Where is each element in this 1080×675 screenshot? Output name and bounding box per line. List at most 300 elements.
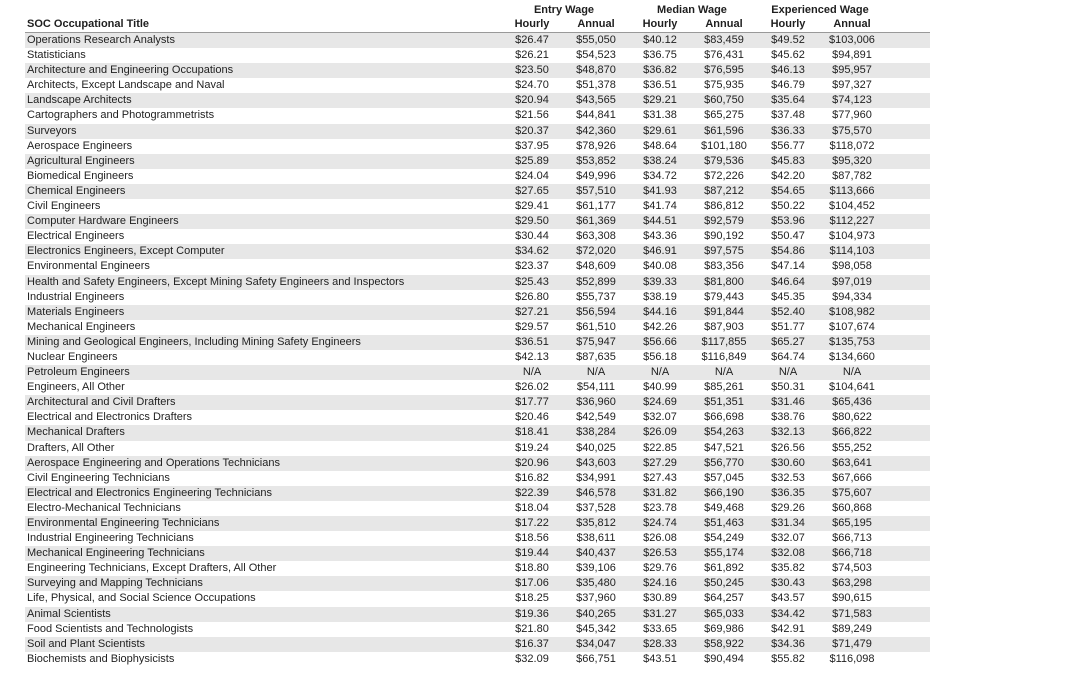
row-value: $24.70 bbox=[515, 79, 549, 92]
row-value: $53.96 bbox=[771, 215, 805, 228]
row-value: $32.07 bbox=[771, 532, 805, 545]
row-value: $95,320 bbox=[832, 154, 872, 167]
row-value: $29.41 bbox=[515, 200, 549, 213]
row-value: $40.12 bbox=[643, 34, 677, 46]
column-header-experienced-annual: Annual bbox=[833, 18, 871, 30]
occupational-wage-table bbox=[25, 3, 930, 667]
row-title: Petroleum Engineers bbox=[27, 366, 130, 379]
row-tail-spacer bbox=[884, 124, 930, 139]
row-value: $61,510 bbox=[576, 320, 616, 333]
row-value: $18.04 bbox=[515, 501, 549, 514]
table-row bbox=[25, 365, 930, 380]
row-value: $28.33 bbox=[643, 637, 677, 650]
row-value: $34.62 bbox=[515, 245, 549, 258]
row-value: $42.20 bbox=[771, 169, 805, 182]
row-title: Electro-Mechanical Technicians bbox=[27, 501, 181, 514]
row-tail-spacer bbox=[884, 516, 930, 531]
row-value: $55,174 bbox=[704, 547, 744, 560]
row-value: $54,249 bbox=[704, 532, 744, 545]
row-value: $38.24 bbox=[643, 154, 677, 167]
table-row bbox=[25, 425, 930, 440]
row-tail-spacer bbox=[884, 410, 930, 425]
row-value: $43.36 bbox=[643, 230, 677, 243]
row-value: $66,698 bbox=[704, 411, 744, 424]
table-row bbox=[25, 320, 930, 335]
table-row bbox=[25, 486, 930, 501]
row-value: $40,265 bbox=[576, 607, 616, 620]
table-row bbox=[25, 244, 930, 259]
row-value: $90,192 bbox=[704, 230, 744, 243]
row-value: $44,841 bbox=[576, 109, 616, 122]
row-tail-spacer bbox=[884, 652, 930, 667]
row-value: $41.74 bbox=[643, 200, 677, 213]
row-value: $37.95 bbox=[515, 139, 549, 152]
row-value: $20.96 bbox=[515, 456, 549, 469]
row-value: $42.13 bbox=[515, 350, 549, 363]
table-row bbox=[25, 139, 930, 154]
row-value: $51,378 bbox=[576, 79, 616, 92]
row-tail-spacer bbox=[884, 199, 930, 214]
table-row bbox=[25, 199, 930, 214]
row-value: $26.02 bbox=[515, 381, 549, 394]
row-value: $46,578 bbox=[576, 486, 616, 499]
row-value: $34,991 bbox=[576, 471, 616, 484]
row-value: $60,750 bbox=[704, 94, 744, 107]
row-value: $116,849 bbox=[701, 350, 747, 363]
row-value: $20.37 bbox=[515, 124, 549, 137]
row-value: $47.14 bbox=[771, 260, 805, 273]
row-value: $52,899 bbox=[576, 275, 616, 288]
table-row bbox=[25, 124, 930, 139]
row-value: $117,855 bbox=[701, 335, 747, 348]
row-value: $94,891 bbox=[832, 49, 872, 62]
row-value: $49.52 bbox=[771, 34, 805, 46]
row-tail-spacer bbox=[884, 546, 930, 561]
row-value: $18.41 bbox=[515, 426, 549, 439]
row-title: Operations Research Analysts bbox=[27, 34, 175, 46]
row-tail-spacer bbox=[884, 456, 930, 471]
row-value: $27.43 bbox=[643, 471, 677, 484]
row-value: $55,737 bbox=[576, 290, 616, 303]
row-value: $91,844 bbox=[704, 305, 744, 318]
row-tail-spacer bbox=[884, 169, 930, 184]
row-title: Architecture and Engineering Occupations bbox=[27, 64, 234, 77]
table-row bbox=[25, 410, 930, 425]
row-value: $26.09 bbox=[643, 426, 677, 439]
row-value: $16.37 bbox=[515, 637, 549, 650]
row-value: $46.13 bbox=[771, 64, 805, 77]
row-value: $104,452 bbox=[829, 200, 875, 213]
row-tail-spacer bbox=[884, 33, 930, 48]
group-header-entry-wage: Entry Wage bbox=[533, 4, 595, 16]
row-tail-spacer bbox=[884, 380, 930, 395]
row-value: $74,503 bbox=[832, 562, 872, 575]
row-value: $97,327 bbox=[832, 79, 872, 92]
row-value: $135,753 bbox=[829, 335, 875, 348]
row-value: $65,195 bbox=[832, 517, 872, 529]
row-value: $34,047 bbox=[576, 637, 616, 650]
row-value: $19.36 bbox=[515, 607, 549, 620]
row-tail-spacer bbox=[884, 78, 930, 93]
row-title: Health and Safety Engineers, Except Mining Safety Engineers and Inspectors bbox=[27, 275, 405, 288]
row-tail-spacer bbox=[884, 637, 930, 652]
row-value: $36.75 bbox=[643, 49, 677, 62]
row-title: Environmental Engineers bbox=[27, 260, 150, 273]
row-value: $52.40 bbox=[771, 305, 805, 318]
row-value: $29.76 bbox=[643, 562, 677, 575]
row-value: $45.62 bbox=[771, 49, 805, 62]
row-value: $23.78 bbox=[643, 501, 677, 514]
row-value: $30.89 bbox=[643, 592, 677, 605]
row-value: $35,812 bbox=[576, 517, 616, 529]
row-value: $57,045 bbox=[704, 471, 744, 484]
row-value: $45.35 bbox=[771, 290, 805, 303]
row-tail-spacer bbox=[884, 305, 930, 320]
table-body bbox=[25, 33, 930, 667]
row-value: $37,960 bbox=[576, 592, 616, 605]
table-row bbox=[25, 108, 930, 123]
table-row bbox=[25, 93, 930, 108]
column-header-tail-spacer bbox=[884, 18, 930, 32]
row-value: $116,098 bbox=[829, 652, 875, 665]
row-value: $19.44 bbox=[515, 547, 549, 560]
table-row bbox=[25, 516, 930, 531]
row-tail-spacer bbox=[884, 531, 930, 546]
row-title: Architects, Except Landscape and Naval bbox=[27, 79, 225, 92]
row-value: $29.21 bbox=[643, 94, 677, 107]
row-value: $65,436 bbox=[832, 396, 872, 409]
row-value: $72,226 bbox=[704, 169, 744, 182]
row-value: $30.44 bbox=[515, 230, 549, 243]
table-row bbox=[25, 546, 930, 561]
row-value: $27.21 bbox=[515, 305, 549, 318]
row-value: $87,212 bbox=[704, 184, 744, 197]
row-value: $43.57 bbox=[771, 592, 805, 605]
row-value: $39,106 bbox=[576, 562, 616, 575]
row-value: $48,870 bbox=[576, 64, 616, 77]
row-value: $61,596 bbox=[704, 124, 744, 137]
group-header-median-wage: Median Wage bbox=[657, 4, 727, 16]
row-value: $17.77 bbox=[515, 396, 549, 409]
row-value: $113,666 bbox=[829, 184, 875, 197]
table-row bbox=[25, 335, 930, 350]
row-value: $57,510 bbox=[576, 184, 616, 197]
row-value: $31.27 bbox=[643, 607, 677, 620]
row-value: $24.74 bbox=[643, 517, 677, 529]
table-row bbox=[25, 169, 930, 184]
row-value: $36.35 bbox=[771, 486, 805, 499]
table-row bbox=[25, 305, 930, 320]
row-value: $32.53 bbox=[771, 471, 805, 484]
row-value: $79,443 bbox=[704, 290, 744, 303]
row-tail-spacer bbox=[884, 290, 930, 305]
row-tail-spacer bbox=[884, 607, 930, 622]
row-value: $20.46 bbox=[515, 411, 549, 424]
row-value: $26.47 bbox=[515, 34, 549, 46]
row-value: $23.37 bbox=[515, 260, 549, 273]
row-value: $21.80 bbox=[515, 622, 549, 635]
row-value: $66,713 bbox=[832, 532, 872, 545]
row-value: $76,595 bbox=[704, 64, 744, 77]
row-value: $24.16 bbox=[643, 577, 677, 590]
row-value: $29.57 bbox=[515, 320, 549, 333]
row-value: $95,957 bbox=[832, 64, 872, 77]
row-value: $18.56 bbox=[515, 532, 549, 545]
row-value: $49,468 bbox=[704, 501, 744, 514]
row-value: $66,822 bbox=[832, 426, 872, 439]
row-value: $24.04 bbox=[515, 169, 549, 182]
row-value: N/A bbox=[650, 366, 670, 379]
table-row bbox=[25, 290, 930, 305]
row-value: $18.25 bbox=[515, 592, 549, 605]
row-value: $51,463 bbox=[704, 517, 744, 529]
row-value: $45.83 bbox=[771, 154, 805, 167]
row-value: $35.82 bbox=[771, 562, 805, 575]
row-value: $54,263 bbox=[704, 426, 744, 439]
row-value: $44.16 bbox=[643, 305, 677, 318]
table-row bbox=[25, 214, 930, 229]
row-value: $24.69 bbox=[643, 396, 677, 409]
row-value: $118,072 bbox=[829, 139, 875, 152]
row-title: Surveying and Mapping Technicians bbox=[27, 577, 203, 590]
row-value: $50.22 bbox=[771, 200, 805, 213]
row-value: $38.76 bbox=[771, 411, 805, 424]
row-tail-spacer bbox=[884, 486, 930, 501]
row-value: $90,494 bbox=[704, 652, 744, 665]
row-tail-spacer bbox=[884, 395, 930, 410]
row-title: Biomedical Engineers bbox=[27, 169, 134, 182]
row-value: $25.89 bbox=[515, 154, 549, 167]
row-value: $75,570 bbox=[832, 124, 872, 137]
table-row bbox=[25, 531, 930, 546]
row-title: Agricultural Engineers bbox=[27, 154, 135, 167]
table-row bbox=[25, 259, 930, 274]
row-value: $25.43 bbox=[515, 275, 549, 288]
table-row bbox=[25, 471, 930, 486]
row-tail-spacer bbox=[884, 425, 930, 440]
row-value: $75,607 bbox=[832, 486, 872, 499]
row-value: $43,565 bbox=[576, 94, 616, 107]
row-title: Materials Engineers bbox=[27, 305, 125, 318]
row-value: $29.50 bbox=[515, 215, 549, 228]
row-value: $64,257 bbox=[704, 592, 744, 605]
row-value: $43.51 bbox=[643, 652, 677, 665]
row-value: $32.08 bbox=[771, 547, 805, 560]
row-value: $46.91 bbox=[643, 245, 677, 258]
row-title: Drafters, All Other bbox=[27, 441, 115, 454]
row-tail-spacer bbox=[884, 93, 930, 108]
row-value: $86,812 bbox=[704, 200, 744, 213]
row-value: N/A bbox=[714, 366, 734, 379]
row-value: $74,123 bbox=[832, 94, 872, 107]
row-value: $94,334 bbox=[832, 290, 872, 303]
row-value: $56.66 bbox=[643, 335, 677, 348]
row-title: Electrical and Electronics Engineering Technicians bbox=[27, 486, 272, 499]
group-header-tail-spacer bbox=[884, 3, 930, 18]
group-header-experienced-wage: Experienced Wage bbox=[771, 4, 869, 16]
row-value: $40.99 bbox=[643, 381, 677, 394]
row-value: $30.60 bbox=[771, 456, 805, 469]
row-value: $26.08 bbox=[643, 532, 677, 545]
row-value: $83,356 bbox=[704, 260, 744, 273]
row-value: $27.29 bbox=[643, 456, 677, 469]
row-value: $40,437 bbox=[576, 547, 616, 560]
row-tail-spacer bbox=[884, 48, 930, 63]
row-value: $54.86 bbox=[771, 245, 805, 258]
table-row bbox=[25, 652, 930, 667]
row-tail-spacer bbox=[884, 320, 930, 335]
row-value: $23.50 bbox=[515, 64, 549, 77]
row-value: $42,360 bbox=[576, 124, 616, 137]
row-value: $63,298 bbox=[832, 577, 872, 590]
row-value: $50.47 bbox=[771, 230, 805, 243]
row-value: $63,308 bbox=[576, 230, 616, 243]
row-value: $43,603 bbox=[576, 456, 616, 469]
row-value: $45,342 bbox=[576, 622, 616, 635]
table-row bbox=[25, 48, 930, 63]
row-value: $16.82 bbox=[515, 471, 549, 484]
row-value: $56,770 bbox=[704, 456, 744, 469]
table-row bbox=[25, 184, 930, 199]
row-title: Electrical and Electronics Drafters bbox=[27, 411, 193, 424]
row-title: Surveyors bbox=[27, 124, 77, 137]
row-value: $79,536 bbox=[704, 154, 744, 167]
row-value: $65,275 bbox=[704, 109, 744, 122]
table-row bbox=[25, 576, 930, 591]
row-value: $31.82 bbox=[643, 486, 677, 499]
table-row bbox=[25, 395, 930, 410]
row-value: $75,935 bbox=[704, 79, 744, 92]
row-title: Architectural and Civil Drafters bbox=[27, 396, 176, 409]
row-value: $36.51 bbox=[515, 335, 549, 348]
row-value: $35.64 bbox=[771, 94, 805, 107]
row-value: $39.33 bbox=[643, 275, 677, 288]
row-value: $42,549 bbox=[576, 411, 616, 424]
row-tail-spacer bbox=[884, 63, 930, 78]
row-value: $112,227 bbox=[829, 215, 875, 228]
row-tail-spacer bbox=[884, 350, 930, 365]
row-value: $37,528 bbox=[576, 501, 616, 514]
row-value: $42.91 bbox=[771, 622, 805, 635]
row-tail-spacer bbox=[884, 139, 930, 154]
row-value: $34.42 bbox=[771, 607, 805, 620]
row-tail-spacer bbox=[884, 622, 930, 637]
row-value: $42.26 bbox=[643, 320, 677, 333]
row-title: Aerospace Engineers bbox=[27, 139, 133, 152]
row-tail-spacer bbox=[884, 365, 930, 380]
row-value: $29.26 bbox=[771, 501, 805, 514]
row-value: $61,177 bbox=[576, 200, 616, 213]
row-value: $29.61 bbox=[643, 124, 677, 137]
row-value: $18.80 bbox=[515, 562, 549, 575]
row-tail-spacer bbox=[884, 441, 930, 456]
row-value: $69,986 bbox=[704, 622, 744, 635]
row-value: $65,033 bbox=[704, 607, 744, 620]
row-value: $38,611 bbox=[576, 532, 616, 545]
row-title: Animal Scientists bbox=[27, 607, 111, 620]
row-value: $19.24 bbox=[515, 441, 549, 454]
row-value: $101,180 bbox=[701, 139, 747, 152]
row-value: $33.65 bbox=[643, 622, 677, 635]
group-header-row bbox=[25, 3, 930, 18]
column-header-median-hourly: Hourly bbox=[642, 18, 678, 30]
row-value: $107,674 bbox=[829, 320, 875, 333]
row-title: Mechanical Drafters bbox=[27, 426, 125, 439]
row-value: $51.77 bbox=[771, 320, 805, 333]
row-title: Electronics Engineers, Except Computer bbox=[27, 245, 225, 258]
row-value: $90,615 bbox=[832, 592, 872, 605]
row-value: $97,575 bbox=[704, 245, 744, 258]
row-value: $108,982 bbox=[829, 305, 875, 318]
row-value: $38,284 bbox=[576, 426, 616, 439]
row-value: $50,245 bbox=[704, 577, 744, 590]
row-value: $48,609 bbox=[576, 260, 616, 273]
row-value: $98,058 bbox=[832, 260, 872, 273]
row-value: $31.34 bbox=[771, 517, 805, 529]
row-value: $55.82 bbox=[771, 652, 805, 665]
row-value: N/A bbox=[586, 366, 606, 379]
table-row bbox=[25, 441, 930, 456]
row-value: $30.43 bbox=[771, 577, 805, 590]
row-value: $51,351 bbox=[704, 396, 744, 409]
row-tail-spacer bbox=[884, 108, 930, 123]
row-title: Chemical Engineers bbox=[27, 184, 126, 197]
column-header-row bbox=[25, 18, 930, 33]
row-tail-spacer bbox=[884, 501, 930, 516]
row-value: $54,111 bbox=[576, 381, 616, 394]
row-value: $60,868 bbox=[832, 501, 872, 514]
row-tail-spacer bbox=[884, 576, 930, 591]
row-title: Food Scientists and Technologists bbox=[27, 622, 194, 635]
row-value: $49,996 bbox=[576, 169, 616, 182]
row-value: $66,190 bbox=[704, 486, 744, 499]
row-value: $92,579 bbox=[704, 215, 744, 228]
row-value: N/A bbox=[522, 366, 542, 379]
group-header-spacer bbox=[25, 3, 500, 18]
row-value: $78,926 bbox=[576, 139, 616, 152]
row-value: $85,261 bbox=[704, 381, 744, 394]
row-value: $46.79 bbox=[771, 79, 805, 92]
row-title: Engineering Technicians, Except Drafters, All Other bbox=[27, 562, 277, 575]
row-title: Engineers, All Other bbox=[27, 381, 125, 394]
row-title: Mechanical Engineering Technicians bbox=[27, 547, 205, 560]
row-value: $22.39 bbox=[515, 486, 549, 499]
row-value: $26.53 bbox=[643, 547, 677, 560]
row-tail-spacer bbox=[884, 275, 930, 290]
row-value: $20.94 bbox=[515, 94, 549, 107]
row-value: $65.27 bbox=[771, 335, 805, 348]
row-title: Industrial Engineers bbox=[27, 290, 125, 303]
row-value: $75,947 bbox=[576, 335, 616, 348]
row-tail-spacer bbox=[884, 561, 930, 576]
row-value: $31.46 bbox=[771, 396, 805, 409]
row-value: $81,800 bbox=[704, 275, 744, 288]
row-value: $134,660 bbox=[829, 350, 875, 363]
row-title: Cartographers and Photogrammetrists bbox=[27, 109, 215, 122]
row-value: $22.85 bbox=[643, 441, 677, 454]
row-value: $32.07 bbox=[643, 411, 677, 424]
table-row bbox=[25, 350, 930, 365]
table-row bbox=[25, 637, 930, 652]
row-value: $66,718 bbox=[832, 547, 872, 560]
table-row bbox=[25, 456, 930, 471]
row-value: $55,252 bbox=[832, 441, 872, 454]
row-value: $21.56 bbox=[515, 109, 549, 122]
row-value: $71,479 bbox=[832, 637, 872, 650]
table-row bbox=[25, 561, 930, 576]
row-tail-spacer bbox=[884, 259, 930, 274]
row-value: $56,594 bbox=[576, 305, 616, 318]
